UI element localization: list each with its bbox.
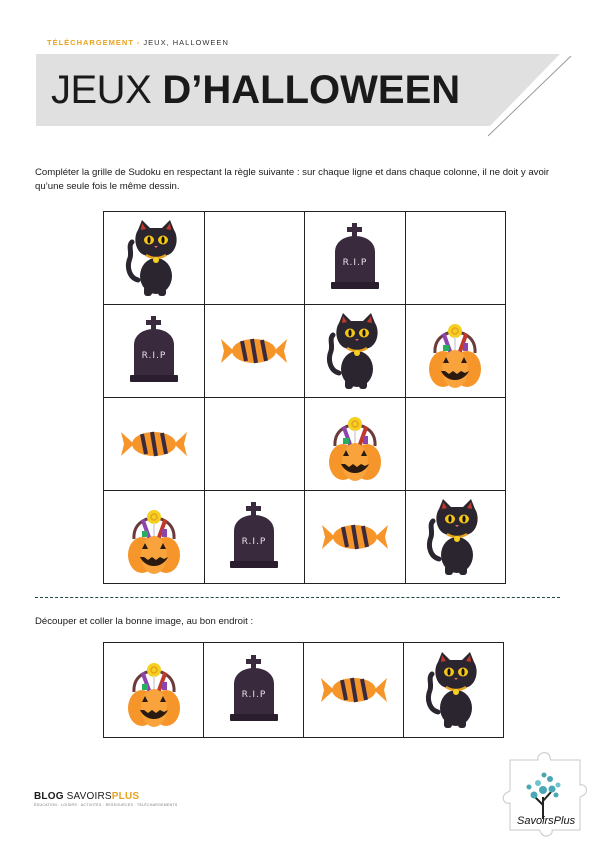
page-title (51, 66, 460, 114)
blog-logo-brand: SAVOIRS (66, 791, 112, 802)
candy-icon (218, 334, 290, 368)
breadcrumb-separator: - (136, 38, 141, 47)
grid-row (104, 491, 506, 584)
brand-logo-label: SavoirsPlus (517, 815, 576, 827)
candy-icon (318, 673, 390, 707)
cell-candy (104, 398, 205, 491)
svg-text:R.I.P: R.I.P (241, 690, 266, 700)
empty-cell[interactable] (405, 398, 506, 491)
tombstone-icon (227, 501, 281, 573)
title-light: JEUX (51, 68, 152, 112)
grid-row (104, 305, 506, 398)
cell-candy (305, 491, 406, 584)
empty-cell[interactable] (204, 212, 305, 305)
cell-tomb (104, 305, 205, 398)
svg-text:R.I.P: R.I.P (141, 351, 167, 361)
tombstone-icon (328, 222, 382, 294)
cell-pumpkin (405, 305, 506, 398)
sudoku-instructions: Compléter la grille de Sudoku en respectant la règle suivante : sur chaque ligne et dans chaque colonne, il ne doit y avoir qu’une seule fois le même dessin. (35, 167, 550, 192)
candy-icon (319, 520, 391, 554)
cell-cat (305, 305, 406, 398)
svg-text:R.I.P: R.I.P (241, 537, 267, 547)
cell-tomb[interactable] (204, 643, 304, 738)
cell-pumpkin (104, 491, 205, 584)
blog-logo-plus: PLUS (111, 791, 140, 802)
pumpkin-basket-icon (122, 650, 186, 730)
candy-icon (118, 427, 190, 461)
grid-row (104, 212, 506, 305)
sudoku-grid (103, 211, 506, 584)
grid-row (104, 398, 506, 491)
cut-line-separator (35, 597, 560, 598)
pumpkin-basket-icon (122, 497, 186, 577)
blog-logo-tagline: ÉDUCATION · LOISIRS · ACTIVITÉS · RESSOURCES · TÉLÉCHARGEMENTS (34, 803, 178, 807)
cell-cat (405, 491, 506, 584)
svg-text:R.I.P: R.I.P (342, 258, 368, 268)
black-cat-icon (323, 311, 387, 391)
pumpkin-basket-icon (423, 311, 487, 391)
black-cat-icon (422, 650, 486, 730)
cell-pumpkin[interactable] (104, 643, 204, 738)
pumpkin-basket-icon (323, 404, 387, 484)
cell-tomb (204, 491, 305, 584)
cell-candy (204, 305, 305, 398)
tombstone-icon (227, 654, 281, 726)
title-bold: D’HALLOWEEN (162, 68, 461, 112)
empty-cell[interactable] (204, 398, 305, 491)
cutout-strip (103, 642, 504, 738)
cutout-row (104, 643, 504, 738)
breadcrumb-tags[interactable]: JEUX, HALLOWEEN (143, 38, 229, 47)
blog-logo-blog: BLOG (34, 791, 64, 802)
breadcrumb (47, 38, 229, 47)
blog-logo[interactable] (34, 791, 178, 807)
cell-cat[interactable] (404, 643, 504, 738)
cell-tomb (305, 212, 406, 305)
cutout-instructions: Découper et coller la bonne image, au bon endroit : (35, 616, 254, 627)
tombstone-icon (127, 315, 181, 387)
cell-cat (104, 212, 205, 305)
black-cat-icon (122, 218, 186, 298)
breadcrumb-category[interactable]: TÉLÉCHARGEMENT (47, 38, 134, 47)
empty-cell[interactable] (405, 212, 506, 305)
cell-pumpkin (305, 398, 406, 491)
black-cat-icon (423, 497, 487, 577)
cell-candy[interactable] (304, 643, 404, 738)
